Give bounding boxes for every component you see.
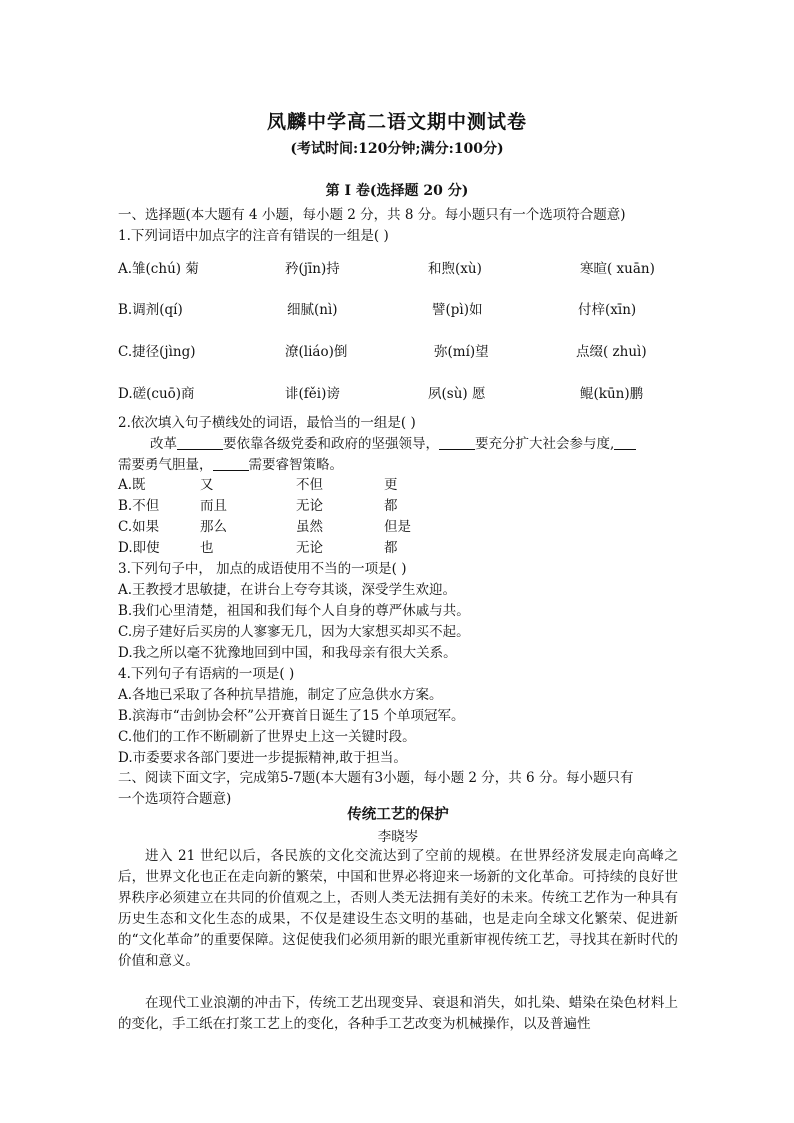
- q2-text-5: 需要睿智策略。: [248, 457, 343, 473]
- article-title: 传统工艺的保护: [347, 806, 449, 823]
- q1-b-3: 譬(pì)如: [432, 302, 483, 318]
- q2-text-4: 需要勇气胆量，: [118, 457, 213, 473]
- article-paragraph-2: 在现代工业浪潮的冲击下，传统工艺出现变异、衰退和消失，如扎染、蜡染在染色材料上的变化，手工纸在打浆工艺上的变化，各种手工艺改变为机械操作，以及普遍性: [118, 995, 678, 1032]
- q2-text-1: 改革: [150, 436, 177, 452]
- q2-a-3: 不但: [296, 477, 323, 493]
- q1-a-3: 和煦(xù): [428, 261, 482, 277]
- q3-option-a: A.王教授才思敏捷，在讲台上夸夸其谈，深受学生欢迎。: [118, 582, 457, 598]
- q2-c-3: 虽然: [296, 519, 323, 535]
- q1-d-3: 夙(sù) 愿: [428, 386, 486, 402]
- q1-b-1: B.调剂(qí): [118, 302, 183, 318]
- q2-blank-4: [213, 456, 249, 471]
- q2-d-2: 也: [200, 540, 214, 556]
- q2-c-2: 那么: [200, 519, 227, 535]
- q2-d-4: 都: [384, 540, 398, 556]
- q1-a-4: 寒暄( xuān): [580, 261, 655, 277]
- q4-stem: 4.下列句子有语病的一项是( ): [118, 666, 295, 682]
- q1-b-2: 细腻(nì): [287, 302, 338, 318]
- q2-b-1: B.不但: [118, 498, 160, 514]
- q3-option-c: C.房子建好后买房的人寥寥无几，因为大家想买却买不起。: [118, 624, 470, 640]
- q1-c-2: 潦(liáo)倒: [285, 344, 348, 360]
- part-title: 第 I 卷(选择题 20 分): [325, 183, 469, 199]
- exam-title: 凤麟中学高二语文期中测试卷: [266, 111, 527, 133]
- q2-a-1: A.既: [118, 477, 146, 493]
- q1-c-4: 点缀( zhuì): [576, 344, 647, 360]
- q1-c-3: 弥(mí)望: [434, 344, 489, 360]
- exam-subtitle: (考试时间:120分钟;满分:100分): [290, 141, 504, 157]
- q1-stem: 1.下列词语中加点字的注音有错误的一组是( ): [118, 228, 389, 244]
- article-author: 李晓岑: [377, 829, 419, 845]
- q4-option-d: D.市委要求各部门要进一步提振精神,敢于担当。: [118, 750, 407, 766]
- q2-d-3: 无论: [296, 540, 323, 556]
- section1-heading: 一、选择题(本大题有 4 小题，每小题 2 分，共 8 分。每小题只有一个选项符合题意): [118, 207, 626, 223]
- article-paragraph-1: 进入 21 世纪以后，各民族的文化交流达到了空前的规模。在世界经济发展走向高峰之后，世界文化也正在走向新的繁荣，中国和世界必将迎来一场新的文化革命。可持续的良好世界秩序必须建立在共同的价值观之上，否则人类无法拥有美好的未来。传统工艺作为一种具有历史生态和文化生态的成果，不仅是建设生态文明的基础，也是走向全球文化繁荣、促进新的“文化革命”的重要保障。这促使我们必须用新的眼光重新审视传统工艺，寻找其在新时代的价值和意义。: [118, 848, 678, 969]
- q3-option-b: B.我们心里清楚，祖国和我们每个人自身的尊严休戚与共。: [118, 603, 470, 619]
- q2-blank-3: [614, 435, 636, 450]
- q4-option-b: B.滨海市“击剑协会杯”公开赛首日诞生了15 个单项冠军。: [118, 708, 465, 724]
- section2-heading-line2: 一个选项符合题意): [118, 791, 232, 807]
- q1-d-2: 诽(fěi)谤: [285, 386, 340, 402]
- q1-a-2: 矜(jīn)持: [285, 261, 340, 277]
- q2-text-2: 要依靠各级党委和政府的坚强领导，: [223, 436, 439, 452]
- q2-c-4: 但是: [384, 519, 411, 535]
- q1-c-1: C.捷径(jìng): [118, 344, 196, 360]
- q2-blank-1: [177, 435, 223, 450]
- q2-a-2: 又: [200, 477, 214, 493]
- q3-stem: 3.下列句子中， 加点的成语使用不当的一项是( ): [118, 561, 407, 577]
- q2-stem: 2.依次填入句子横线处的词语，最恰当的一组是( ): [118, 415, 416, 431]
- q2-text-3: 要充分扩大社会参与度,: [475, 436, 615, 452]
- q1-d-1: D.磋(cuō)商: [118, 386, 195, 402]
- q3-option-d: D.我之所以毫不犹豫地回到中国，和我母亲有很大关系。: [118, 645, 457, 661]
- q2-sentence-line1: [150, 432, 636, 452]
- q2-d-1: D.即使: [118, 540, 160, 556]
- q1-b-4: 付梓(xīn): [578, 302, 637, 318]
- q2-a-4: 更: [384, 477, 398, 493]
- q1-a-1: A.雏(chú) 菊: [118, 261, 199, 277]
- q2-blank-2: [439, 435, 475, 450]
- q2-b-2: 而且: [200, 498, 227, 514]
- q2-b-3: 无论: [296, 498, 323, 514]
- q4-option-c: C.他们的工作不断刷新了世界史上这一关键时段。: [118, 729, 416, 745]
- q2-c-1: C.如果: [118, 519, 160, 535]
- q2-sentence-line2: [118, 453, 343, 473]
- q1-d-4: 鲲(kūn)鹏: [580, 386, 644, 402]
- section2-heading-line1: 二、阅读下面文字，完成第5-7题(本大题有3小题，每小题 2 分，共 6 分。每小题只有: [118, 770, 634, 786]
- q2-b-4: 都: [384, 498, 398, 514]
- q4-option-a: A.各地已采取了各种抗旱措施，制定了应急供水方案。: [118, 687, 443, 703]
